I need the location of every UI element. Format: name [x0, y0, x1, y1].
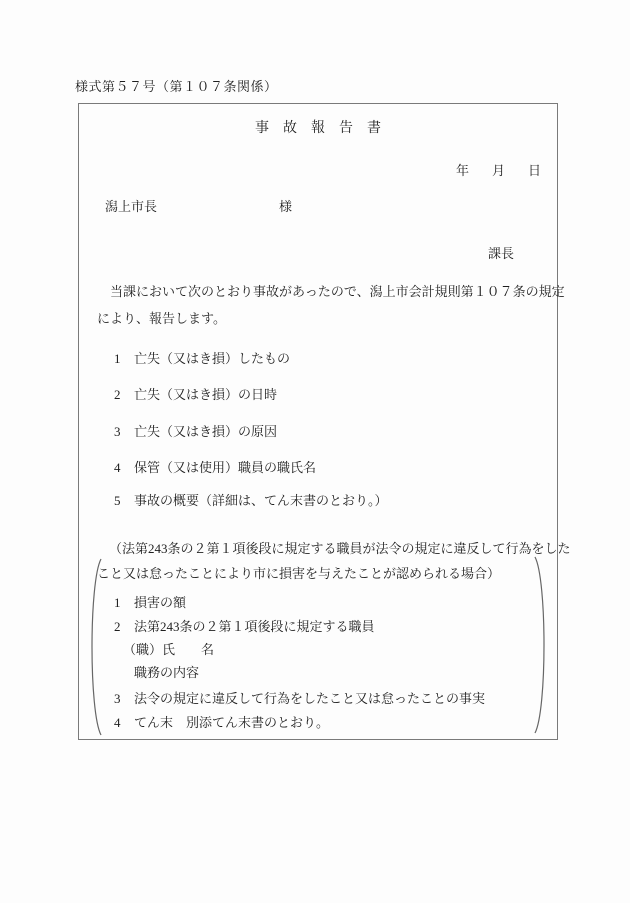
report-item — [114, 387, 277, 403]
right-parenthesis-shape — [532, 554, 550, 736]
body-paragraph-line1: 当課において次のとおり事故があったので、潟上市会計規則第１０７条の規定 — [110, 284, 565, 299]
supplement-item — [114, 715, 329, 731]
year-label: 年 — [455, 163, 469, 178]
item-text: 損害の額 — [134, 595, 187, 610]
supplement-item — [114, 691, 485, 707]
supplement-item2-subline: （職）氏 名 — [123, 642, 215, 657]
body-paragraph-line2: により、報告します。 — [97, 311, 226, 326]
item-number: 4 — [114, 715, 121, 730]
supplement-item — [114, 595, 186, 611]
report-item — [114, 424, 277, 440]
supplement-note-line1: （法第243条の２第１項後段に規定する職員が法令の規定に違反して行為をした — [109, 541, 571, 556]
left-parenthesis-shape — [86, 556, 104, 738]
item-number: 3 — [114, 691, 121, 706]
day-label: 日 — [527, 163, 541, 178]
report-item — [114, 351, 290, 367]
item-text: てん末 別添てん末書のとおり。 — [134, 715, 330, 730]
item-number: 1 — [114, 595, 121, 610]
supplement-item2-subline: 職務の内容 — [134, 665, 200, 680]
item-number: 2 — [114, 619, 121, 634]
item-text: 保管（又は使用）職員の職氏名 — [134, 460, 317, 475]
report-title: 事故報告書 — [255, 121, 395, 136]
item-number: 2 — [114, 387, 121, 402]
item-text: 法第243条の２第１項後段に規定する職員 — [134, 619, 375, 634]
report-item — [114, 493, 388, 509]
item-number: 1 — [114, 351, 121, 366]
addressee-line — [105, 199, 293, 215]
supplement-note-line2: こと又は怠ったことにより市に損害を与えたことが認められる場合） — [97, 566, 501, 581]
addressee-name: 潟上市長 — [105, 199, 158, 214]
item-number: 4 — [114, 460, 121, 475]
form-number-label: 様式第５７号（第１０７条関係） — [75, 79, 278, 94]
reporter-title: 課長 — [488, 246, 515, 261]
item-number: 3 — [114, 424, 121, 439]
supplement-item — [114, 619, 375, 635]
item-text: 法令の規定に違反して行為をしたこと又は怠ったことの事実 — [134, 691, 486, 706]
report-form-box — [78, 103, 571, 740]
item-number: 5 — [114, 493, 121, 508]
month-label: 月 — [491, 163, 505, 178]
addressee-honorific: 様 — [279, 199, 293, 214]
item-text: 亡失（又はき損）したもの — [134, 351, 291, 366]
report-item — [114, 460, 316, 476]
item-text: 亡失（又はき損）の日時 — [134, 387, 278, 402]
item-text: 亡失（又はき損）の原因 — [134, 424, 278, 439]
item-text: 事故の概要（詳細は、てん末書のとおり。） — [134, 493, 388, 508]
date-line — [456, 163, 541, 179]
